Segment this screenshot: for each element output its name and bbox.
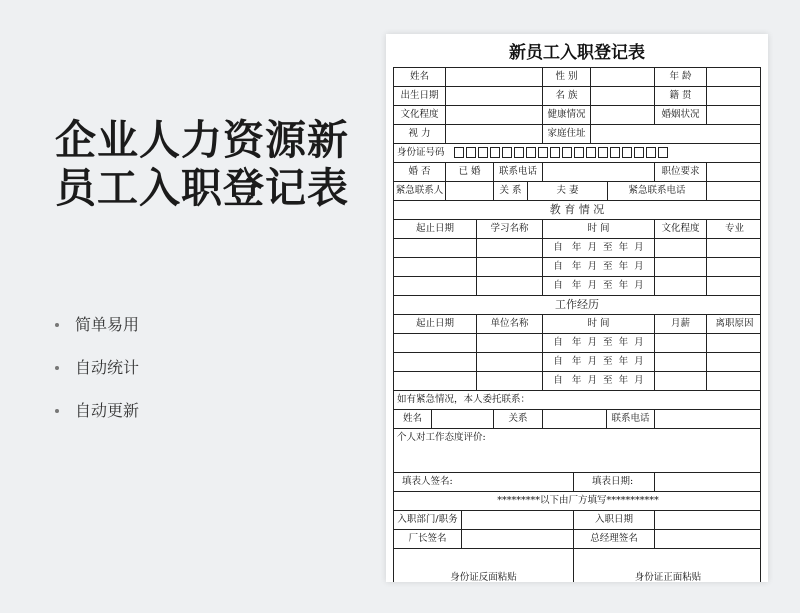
value-cell — [707, 239, 762, 257]
value-cell — [446, 87, 543, 105]
id-front-area: 身份证正面粘贴 — [634, 572, 702, 582]
bullet-icon — [55, 323, 59, 327]
table-row — [393, 238, 761, 257]
label-birth: 出生日期 — [394, 87, 446, 105]
value-relation: 夫 妻 — [528, 182, 608, 200]
label-ethnicity: 名 族 — [543, 87, 591, 105]
value-cell — [655, 473, 762, 491]
emergency-note: 如有紧急情况，本人委托联系： — [397, 394, 531, 405]
value-cell — [655, 277, 707, 295]
form-grid — [393, 67, 761, 582]
value-cell — [591, 125, 762, 143]
section-education-title: 教 育 情 况 — [393, 200, 761, 219]
form-row — [393, 105, 761, 124]
form-row — [393, 390, 761, 409]
col-header: 文化程度 — [655, 220, 707, 238]
value-cell — [655, 353, 707, 371]
value-cell — [477, 277, 543, 295]
form-row — [393, 162, 761, 181]
form-preview — [386, 34, 768, 582]
value-cell — [394, 353, 477, 371]
value-cell — [446, 125, 543, 143]
self-eval: 个人对工作态度评价: — [397, 432, 486, 443]
form-row — [393, 86, 761, 105]
table-row — [393, 371, 761, 390]
label-origin: 籍 贯 — [655, 87, 707, 105]
table-row — [393, 276, 761, 295]
section-work-title: 工作经历 — [393, 295, 761, 314]
form-row — [393, 472, 761, 491]
value-cell — [394, 277, 477, 295]
form-row — [393, 491, 761, 510]
form-row — [393, 409, 761, 428]
factory-note: *********以下由厂方填写*********** — [497, 495, 659, 506]
label-fill-date: 填表日期: — [574, 473, 655, 491]
value-cell — [655, 334, 707, 352]
label-address: 家庭住址 — [543, 125, 591, 143]
id-number-boxes — [454, 147, 668, 158]
label-filler-sign: 填表人签名: — [394, 473, 574, 491]
feature-list — [55, 312, 139, 441]
value-cell — [707, 163, 762, 181]
work-header — [393, 314, 761, 333]
col-header: 专业 — [724, 223, 744, 234]
table-row — [393, 257, 761, 276]
col-header: 起止日期 — [394, 315, 477, 333]
value-cell — [707, 68, 762, 86]
col-header: 学习名称 — [477, 220, 543, 238]
value-cell — [446, 68, 543, 86]
label-relation: 关 系 — [494, 182, 528, 200]
form-row — [393, 124, 761, 143]
value-cell — [591, 106, 655, 124]
form-row — [393, 181, 761, 200]
value-cell — [477, 239, 543, 257]
label-manager-sign: 厂长签名 — [394, 530, 462, 548]
value-cell — [655, 410, 762, 428]
label-married: 婚 否 — [394, 163, 446, 181]
table-row — [393, 333, 761, 352]
label-contact-name: 姓名 — [394, 410, 432, 428]
label-job-req: 职位要求 — [655, 163, 707, 181]
value-cell — [591, 68, 655, 86]
period-cell: 自 年 月 至 年 月 — [543, 353, 655, 371]
period-cell: 自 年 月 至 年 月 — [543, 258, 655, 276]
label-health: 健康情况 — [543, 106, 591, 124]
col-header: 时 间 — [543, 315, 655, 333]
label-marital: 婚姻状况 — [655, 106, 707, 124]
form-row — [393, 143, 761, 162]
label-join-date: 入职日期 — [574, 511, 655, 529]
value-married: 已 婚 — [446, 163, 494, 181]
label-contact-relation: 关系 — [494, 410, 543, 428]
value-cell — [462, 530, 574, 548]
label-dept: 入职部门/职务 — [394, 511, 462, 529]
value-cell — [394, 334, 477, 352]
label-emergency-phone: 紧急联系电话 — [608, 182, 707, 200]
col-header: 月薪 — [655, 315, 707, 333]
value-cell — [477, 258, 543, 276]
label-gm-sign: 总经理签名 — [574, 530, 655, 548]
feature-item: 自动更新 — [55, 398, 139, 441]
table-row — [393, 352, 761, 371]
label-vision: 视 力 — [394, 125, 446, 143]
value-cell — [394, 258, 477, 276]
feature-item: 自动统计 — [55, 355, 139, 398]
value-cell — [543, 410, 607, 428]
period-cell: 自 年 月 至 年 月 — [543, 372, 655, 390]
value-cell — [477, 372, 543, 390]
value-cell — [477, 334, 543, 352]
value-cell — [655, 239, 707, 257]
value-cell — [707, 258, 762, 276]
value-cell — [394, 239, 477, 257]
value-cell — [707, 372, 762, 390]
col-header: 单位名称 — [477, 315, 543, 333]
period-cell: 自 年 月 至 年 月 — [543, 334, 655, 352]
label-emergency: 紧急联系人 — [394, 182, 446, 200]
form-row — [393, 548, 761, 582]
value-cell — [591, 87, 655, 105]
form-row — [393, 529, 761, 548]
form-row — [393, 67, 761, 86]
value-cell — [462, 511, 574, 529]
value-cell — [707, 87, 762, 105]
value-cell — [394, 372, 477, 390]
period-cell: 自 年 月 至 年 月 — [543, 277, 655, 295]
col-header: 起止日期 — [394, 220, 477, 238]
value-cell — [707, 106, 762, 124]
form-row — [393, 510, 761, 529]
value-cell — [655, 530, 762, 548]
bullet-icon — [55, 366, 59, 370]
value-cell — [707, 334, 762, 352]
value-cell — [655, 372, 707, 390]
value-cell — [446, 106, 543, 124]
value-cell — [655, 511, 762, 529]
promo-title-line2: 员工入职登记表 — [55, 164, 349, 212]
value-cell — [543, 163, 655, 181]
feature-item: 简单易用 — [55, 312, 139, 355]
form-title: 新员工入职登记表 — [509, 43, 645, 63]
education-header — [393, 219, 761, 238]
value-cell — [446, 182, 494, 200]
value-cell — [477, 353, 543, 371]
promo-title-line1: 企业人力资源新 — [55, 116, 349, 164]
label-education: 文化程度 — [394, 106, 446, 124]
label-phone: 联系电话 — [494, 163, 543, 181]
label-name: 姓名 — [394, 68, 446, 86]
id-back-area: 身份证反面粘贴 — [394, 549, 574, 582]
period-cell: 自 年 月 至 年 月 — [543, 239, 655, 257]
col-header: 时 间 — [543, 220, 655, 238]
value-cell — [707, 353, 762, 371]
label-contact-phone: 联系电话 — [607, 410, 655, 428]
value-cell — [655, 258, 707, 276]
bullet-icon — [55, 409, 59, 413]
promo-title — [55, 116, 365, 212]
value-cell — [432, 410, 494, 428]
label-gender: 性 别 — [543, 68, 591, 86]
col-header: 离职原因 — [715, 318, 754, 329]
label-age: 年 龄 — [655, 68, 707, 86]
form-row — [393, 428, 761, 472]
value-cell — [707, 182, 762, 200]
label-id-number: 身份证号码 — [397, 147, 445, 158]
value-cell — [707, 277, 762, 295]
